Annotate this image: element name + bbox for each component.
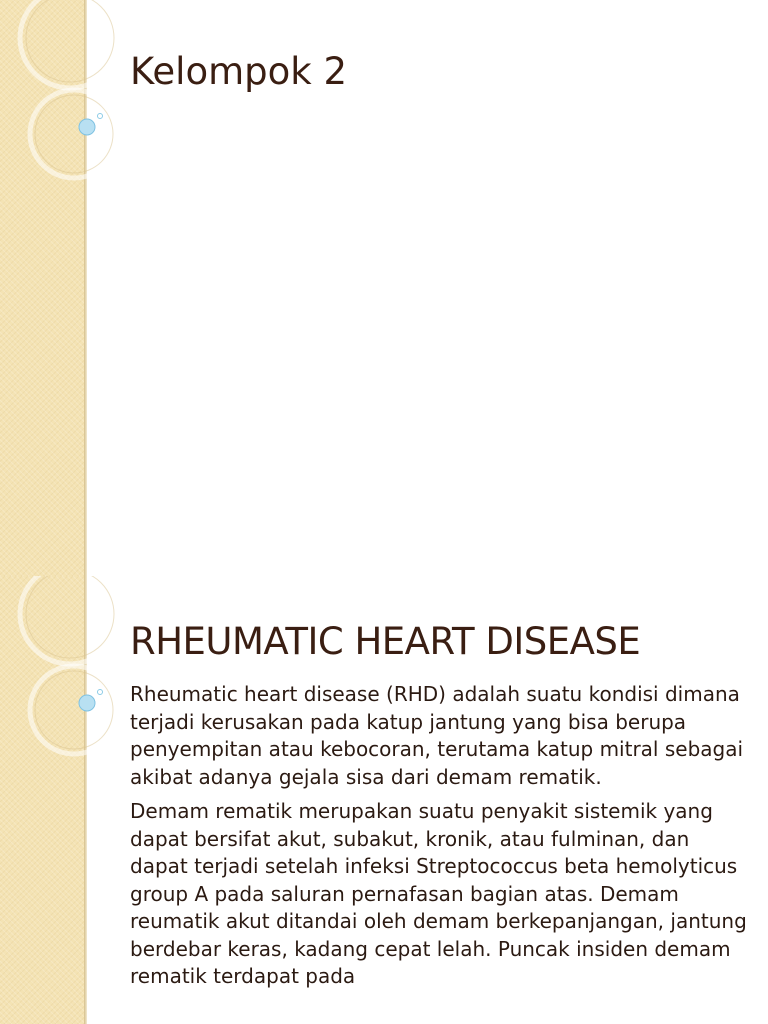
slide-title: Kelompok 2	[130, 50, 347, 93]
slide-2	[0, 576, 768, 1024]
decorative-rings-icon	[0, 576, 140, 776]
decorative-rings-icon	[0, 0, 140, 200]
slide-body	[130, 681, 750, 998]
small-bubble-icon	[98, 114, 103, 119]
small-bubble-icon	[98, 690, 103, 695]
bubble-icon	[79, 119, 95, 135]
body-paragraph: Rheumatic heart disease (RHD) adalah suatu kondisi dimana terjadi kerusakan pada katup jantung yang bisa berupa penyempitan atau kebocoran, terutama katup mitral sebagai akibat adanya gejala sisa dari demam rematik.	[130, 682, 744, 789]
slide-title: RHEUMATIC HEART DISEASE	[130, 620, 641, 663]
bubble-icon	[79, 695, 95, 711]
body-paragraph: Demam rematik merupakan suatu penyakit sistemik yang dapat bersifat akut, subakut, kronik, atau fulminan, dan dapat terjadi setelah infeksi Streptococcus beta hemolyticus group A pada saluran pernafasan bagian atas. Demam reumatik akut ditandai oleh demam berkepanjangan, jantung berdebar keras, kadang cepat lelah. Puncak insiden demam rematik terdapat pada	[130, 799, 747, 988]
